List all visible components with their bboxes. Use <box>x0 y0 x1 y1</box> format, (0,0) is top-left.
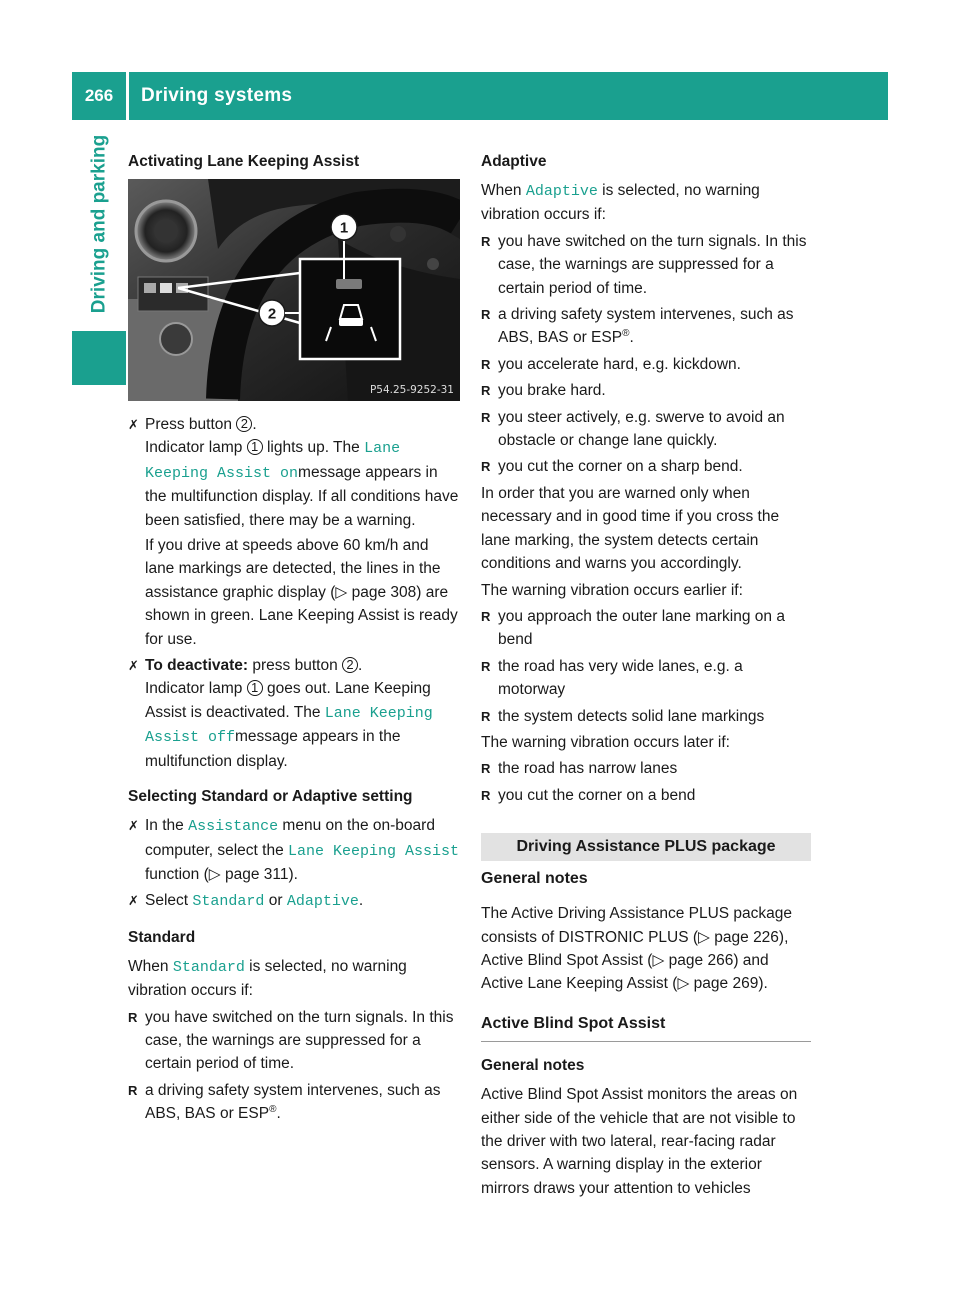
list-item: R you have switched on the turn signals. In this case, the warnings are suppressed for a certain period of time. <box>128 1006 460 1076</box>
list-item: R the road has very wide lanes, e.g. a motorway <box>481 655 811 702</box>
page-ref-arrow-icon: ▷ <box>208 865 221 883</box>
step-deactivate: ✗ To deactivate: press button 2 . Indicator lamp 1 goes out. Lane Keeping Assist is deactivated. The Lane Keeping Assist offmessage appears in the multifunction display. <box>128 654 460 773</box>
bullet-marker: R <box>481 409 491 425</box>
page-ref-arrow-icon: ▷ <box>652 951 665 969</box>
bullet-marker: R <box>481 233 491 249</box>
num-marker-1: 1 <box>247 439 263 455</box>
num-marker-2: 2 <box>236 416 252 432</box>
bullet-marker: R <box>481 608 491 624</box>
section-band-driving-assistance: Driving Assistance PLUS package <box>481 833 811 861</box>
display-message-on: Lane Keeping Assist on <box>145 440 401 482</box>
bullet-marker: R <box>128 1082 138 1098</box>
callout-label-1: 1 <box>339 219 349 237</box>
list-item: R you cut the corner on a bend <box>481 784 811 807</box>
heading-general-notes-2: General notes <box>481 1057 585 1075</box>
figure-code: P54.25-9252-31 <box>369 384 454 396</box>
display-message-off: Lane Keeping Assist off <box>145 704 433 747</box>
header-separator <box>126 72 129 120</box>
bullet-marker: R <box>481 761 491 777</box>
callout-label-2: 2 <box>267 305 277 323</box>
num-marker-2: 2 <box>342 657 358 673</box>
dashboard-illustration <box>128 179 460 401</box>
list-item: R the road has narrow lanes <box>481 757 811 780</box>
heading-standard: Standard <box>128 928 196 946</box>
blind-spot-paragraph: Active Blind Spot Assist monitors the areas on either side of the vehicle that are not visible to the driver with two lateral, rear-facing radar sensors. A warning display in the exterior mirrors draws your attention to vehicles <box>481 1086 798 1197</box>
list-item: R you steer actively, e.g. swerve to avoid an obstacle or change lane quickly. <box>481 406 811 453</box>
list-item: R you have switched on the turn signals. In this case, the warnings are suppressed for a certain period of time. <box>481 230 811 300</box>
left-column <box>128 150 460 1129</box>
num-marker-1: 1 <box>247 680 263 696</box>
later-intro: The warning vibration occurs later if: <box>481 733 730 751</box>
heading-general-notes: General notes <box>481 870 588 888</box>
right-column <box>481 150 811 1203</box>
page-ref-arrow-icon: ▷ <box>677 975 690 993</box>
bullet-marker: R <box>128 1009 138 1025</box>
general-notes-paragraph: The Active Driving Assistance PLUS package consists of DISTRONIC PLUS (▷ page 226), Active Blind Spot Assist (▷ page 266) and Active Lane Keeping Assist (▷ page 269). <box>481 905 793 993</box>
side-tab-marker <box>72 331 126 385</box>
heading-adaptive: Adaptive <box>481 153 547 170</box>
page-number: 266 <box>84 86 114 106</box>
chapter-title: Driving systems <box>141 85 293 107</box>
page-ref-arrow-icon: ▷ <box>698 928 710 946</box>
heading-active-blind-spot-assist: Active Blind Spot Assist <box>481 1012 811 1042</box>
bullet-marker: R <box>481 658 491 674</box>
step-press-button: ✗ Press button 2 . Indicator lamp 1 lights up. The Lane Keeping Assist onmessage appears in the multifunction display. If all conditions have been satisfied, there may be a warning. If you drive at speeds above 60 km/h and lane markings are detected, the lines in the assistance graphic display (▷ page 308) are shown in green. Lane Keeping Assist is ready for use. <box>128 413 460 651</box>
list-item: R you accelerate hard, e.g. kickdown. <box>481 353 811 376</box>
step-select-function: ✗ In the Assistance menu on the on-board computer, select the Lane Keeping Assist function (▷ page 311). <box>128 814 460 886</box>
bullet-marker: R <box>481 787 491 803</box>
heading-activating: Activating Lane Keeping Assist <box>128 153 360 170</box>
heading-selecting: Selecting Standard or Adaptive setting <box>128 788 413 806</box>
list-item: R a driving safety system intervenes, such as ABS, BAS or ESP®. <box>481 303 811 350</box>
dashboard-figure <box>128 179 460 401</box>
bullet-marker: R <box>481 383 491 399</box>
bullet-marker: R <box>481 708 491 724</box>
earlier-intro: The warning vibration occurs earlier if: <box>481 581 743 599</box>
conditions-paragraph: In order that you are warned only when necessary and in good time if you cross the lane marking, the system detects certain conditions and warns you accordingly. <box>481 484 780 573</box>
list-item: R you cut the corner on a sharp bend. <box>481 455 811 478</box>
side-tab-label: Driving and parking <box>88 134 110 314</box>
bullet-marker: R <box>481 459 491 475</box>
adaptive-intro: When Adaptive is selected, no warning vibration occurs if: <box>481 182 760 224</box>
list-item: R a driving safety system intervenes, such as ABS, BAS or ESP®. <box>128 1079 460 1126</box>
standard-intro: When Standard is selected, no warning vibration occurs if: <box>128 957 407 1000</box>
page-ref-arrow-icon: ▷ <box>335 583 348 601</box>
step-select-setting: ✗ Select Standard or Adaptive. <box>128 889 460 913</box>
list-item: R you brake hard. <box>481 379 811 402</box>
list-item: R you approach the outer lane marking on a bend <box>481 605 811 652</box>
bullet-marker: R <box>481 307 491 323</box>
list-item: R the system detects solid lane markings <box>481 705 811 728</box>
bullet-marker: R <box>481 356 491 372</box>
